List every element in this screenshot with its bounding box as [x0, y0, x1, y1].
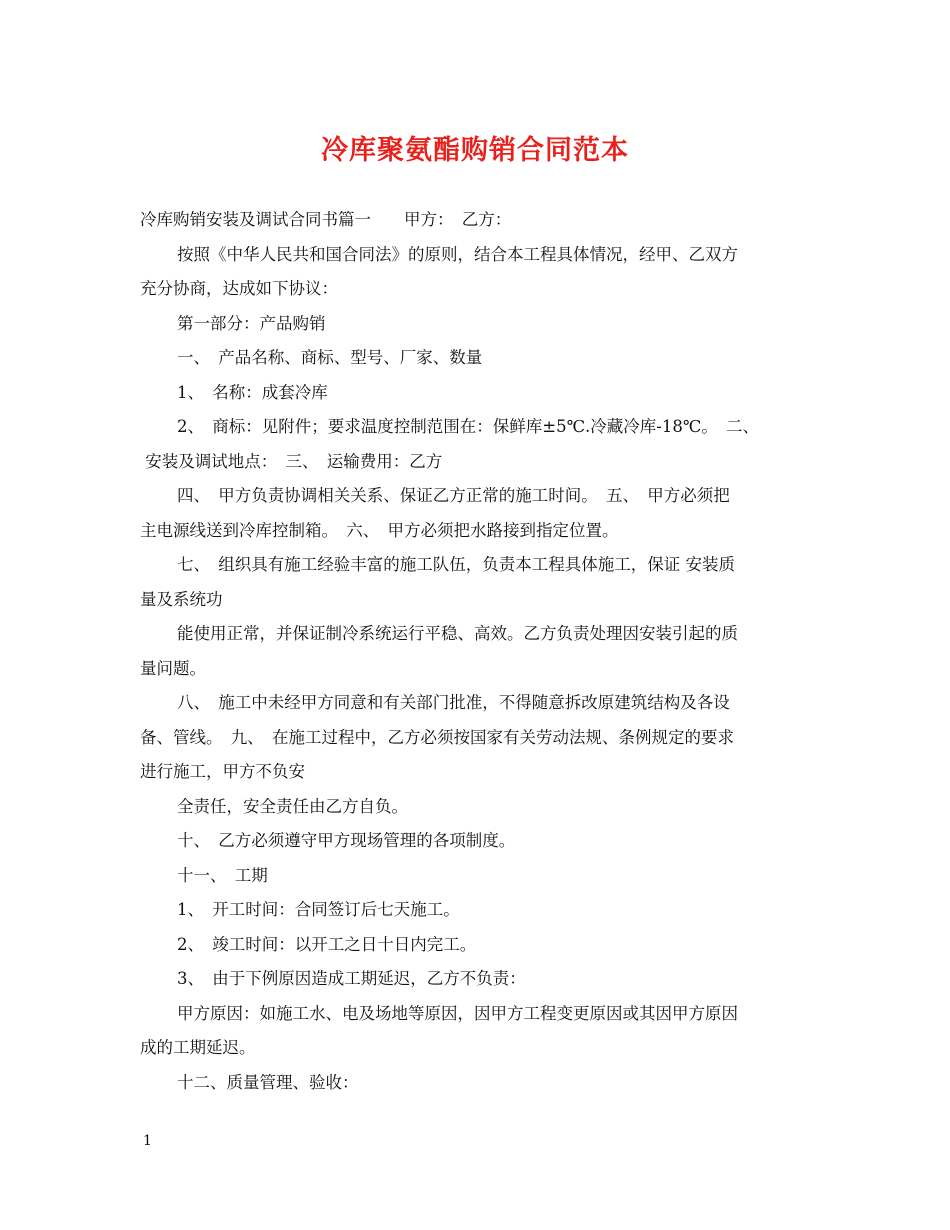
text-line: 安装及调试地点： 三、 运输费用：乙方 — [140, 451, 443, 471]
text-line: 充分协商，达成如下协议： — [140, 279, 338, 298]
text-line: 七、 组织具有施工经验丰富的施工队伍，负责本工程具体施工，保证 安装质 — [177, 555, 735, 574]
text-line: 一、 产品名称、商标、型号、厂家、数量 — [177, 348, 483, 367]
text-line: 八、 施工中未经甲方同意和有关部门批准，不得随意拆改原建筑结构及各设 — [177, 693, 730, 712]
text-line: 四、 甲方负责协调相关关系、保证乙方正常的施工时间。 五、 甲方必须把 — [177, 486, 730, 505]
text-line: 十二、质量管理、验收： — [177, 1072, 359, 1092]
text-line: 量问题。 — [140, 658, 206, 678]
text-line: 冷库购销安装及调试合同书篇一 甲方： 乙方： — [140, 210, 512, 229]
text-line: 量及系统功 — [140, 589, 223, 609]
text-line: 1、 开工时间：合同签订后七天施工。 — [177, 900, 460, 919]
document-body — [140, 203, 820, 1100]
text-line: 能使用正常，并保证制冷系统运行平稳、高效。乙方负责处理因安装引起的质 — [177, 624, 738, 643]
text-line: 1、 名称：成套冷库 — [177, 382, 328, 402]
document-title: 冷库聚氨酯购销合同范本 — [321, 135, 629, 166]
text-line: 按照《中华人民共和国合同法》的原则，结合本工程具体情况，经甲、乙双方 — [177, 244, 738, 264]
text-line: 主电源线送到冷库控制箱。 六、 甲方必须把水路接到指定位置。 — [140, 520, 619, 540]
text-line: 2、 商标：见附件；要求温度控制范围在：保鲜库±5℃.冷藏冷库-18℃。 二、 — [177, 417, 760, 436]
text-line: 进行施工，甲方不负安 — [140, 762, 305, 781]
text-line: 十、 乙方必须遵守甲方现场管理的各项制度。 — [177, 831, 516, 850]
text-line: 甲方原因：如施工水、电及场地等原因，因甲方工程变更原因或其因甲方原因 — [177, 1003, 738, 1023]
text-line: 十一、 工期 — [177, 865, 268, 885]
text-line: 3、 由于下例原因造成工期延迟，乙方不负责： — [177, 969, 526, 988]
text-line: 2、 竣工时间：以开工之日十日内完工。 — [177, 934, 477, 954]
text-line: 全责任，安全责任由乙方自负。 — [177, 796, 408, 816]
text-line: 第一部分：产品购销 — [177, 313, 326, 333]
page-number: 1 — [143, 1133, 152, 1149]
text-line: 备、管线。 九、 在施工过程中，乙方必须按国家有关劳动法规、条例规定的要求 — [140, 727, 734, 747]
text-line: 成的工期延迟。 — [140, 1038, 256, 1057]
